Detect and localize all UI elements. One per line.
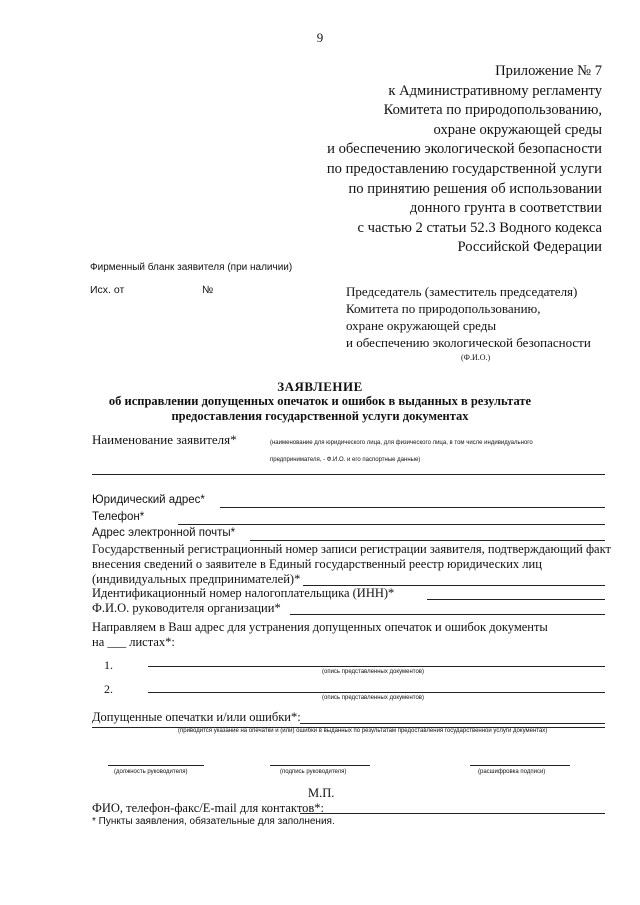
document-item-hint: (опись представленных документов) — [322, 695, 424, 701]
appendix-line: Российской Федерации — [457, 239, 602, 256]
head-fio-field[interactable] — [290, 614, 605, 615]
addressee-line: Комитета по природопользованию, — [346, 301, 541, 316]
appendix-line: по принятию решения об использовании — [348, 180, 602, 197]
appendix-line: охране окружающей среды — [433, 121, 602, 138]
legal-address-label: Юридический адрес* — [92, 494, 205, 506]
document-item-number: 2. — [104, 682, 113, 696]
inn-label: Идентификационный номер налогоплательщика (ИНН)* — [92, 586, 395, 600]
email-field[interactable] — [250, 540, 605, 541]
request-text: Направляем в Ваш адрес для устранения допущенных опечаток и ошибок документы — [92, 620, 548, 634]
appendix-line: Комитета по природопользованию, — [383, 102, 602, 119]
signature-caption: (подпись руководителя) — [280, 769, 347, 775]
addressee-line: охране окружающей среды — [346, 318, 497, 333]
appendix-line: к Административному регламенту — [388, 82, 602, 99]
contacts-label: ФИО, телефон-факс/E-mail для контактов*: — [92, 801, 324, 815]
addressee-line: Председатель (заместитель председателя) — [346, 284, 578, 299]
number-sign: № — [202, 284, 214, 296]
applicant-name-hint: (наименование для юридического лица, для физического лица, в том числе индивидуального — [270, 440, 533, 446]
applicant-name-field[interactable] — [92, 474, 605, 475]
letterhead-note: Фирменный бланк заявителя (при наличии) — [90, 262, 293, 273]
document-title: ЗАЯВЛЕНИЕ — [277, 379, 363, 394]
appendix-line: и обеспечению экологической безопасности — [327, 141, 602, 158]
fio-caption: (Ф.И.О.) — [461, 353, 491, 362]
page-number: 9 — [316, 30, 324, 45]
document-subtitle: об исправлении допущенных опечаток и ошибок в выданных в результате — [108, 394, 532, 408]
reg-number-label: Государственный регистрационный номер записи регистрации заявителя, подтверждающий факт — [92, 542, 611, 556]
addressee-line: и обеспечению экологической безопасности — [346, 335, 591, 350]
errors-field[interactable] — [300, 723, 605, 724]
document-item-field[interactable] — [148, 666, 605, 667]
signature-field[interactable] — [270, 765, 370, 766]
outgoing-ref-label: Исх. от — [90, 284, 125, 296]
addressee-block — [346, 283, 591, 351]
reg-number-label-3: (индивидуальных предпринимателей)* — [92, 572, 301, 586]
applicant-name-label: Наименование заявителя* — [92, 432, 237, 447]
applicant-name-hint-2: предпринимателя, - Ф.И.О. и его паспортные данные) — [270, 457, 421, 463]
appendix-line: с частью 2 статьи 52.3 Водного кодекса — [357, 219, 602, 236]
legal-address-field[interactable] — [220, 507, 605, 508]
head-fio-label: Ф.И.О. руководителя организации* — [92, 601, 281, 615]
position-caption: (должность руководителя) — [114, 769, 188, 775]
phone-label: Телефон* — [92, 511, 145, 523]
stamp-place: М.П. — [308, 786, 335, 800]
appendix-line: донного грунта в соответствии — [409, 200, 602, 217]
footnote: * Пункты заявления, обязательные для заполнения. — [92, 816, 335, 827]
appendix-line: по предоставлению государственной услуги — [326, 160, 602, 177]
position-field[interactable] — [108, 765, 204, 766]
decoding-field[interactable] — [470, 765, 570, 766]
contacts-field[interactable] — [300, 813, 605, 814]
reg-number-label-2: внесения сведений о заявителе в Единый государственный реестр юридических лиц — [92, 557, 542, 571]
errors-hint: (приводится указание на опечатки и (или) ошибки в выданных по результатам предоставления государственной услуги документах) — [178, 728, 548, 734]
document-item-field[interactable] — [148, 692, 605, 693]
decoding-caption: (расшифровка подписи) — [478, 769, 546, 775]
errors-label: Допущенные опечатки и/или ошибки*: — [92, 710, 301, 724]
document-subtitle-2: предоставления государственной услуги документах — [171, 409, 469, 423]
appendix-header — [242, 62, 602, 258]
phone-field[interactable] — [178, 524, 605, 525]
document-item-hint: (опись представленных документов) — [322, 669, 424, 675]
inn-field[interactable] — [427, 599, 605, 600]
document-item-number: 1. — [104, 658, 113, 672]
appendix-line: Приложение № 7 — [495, 63, 602, 79]
email-label: Адрес электронной почты* — [92, 527, 236, 539]
request-pages: на ___ листах*: — [92, 635, 175, 649]
